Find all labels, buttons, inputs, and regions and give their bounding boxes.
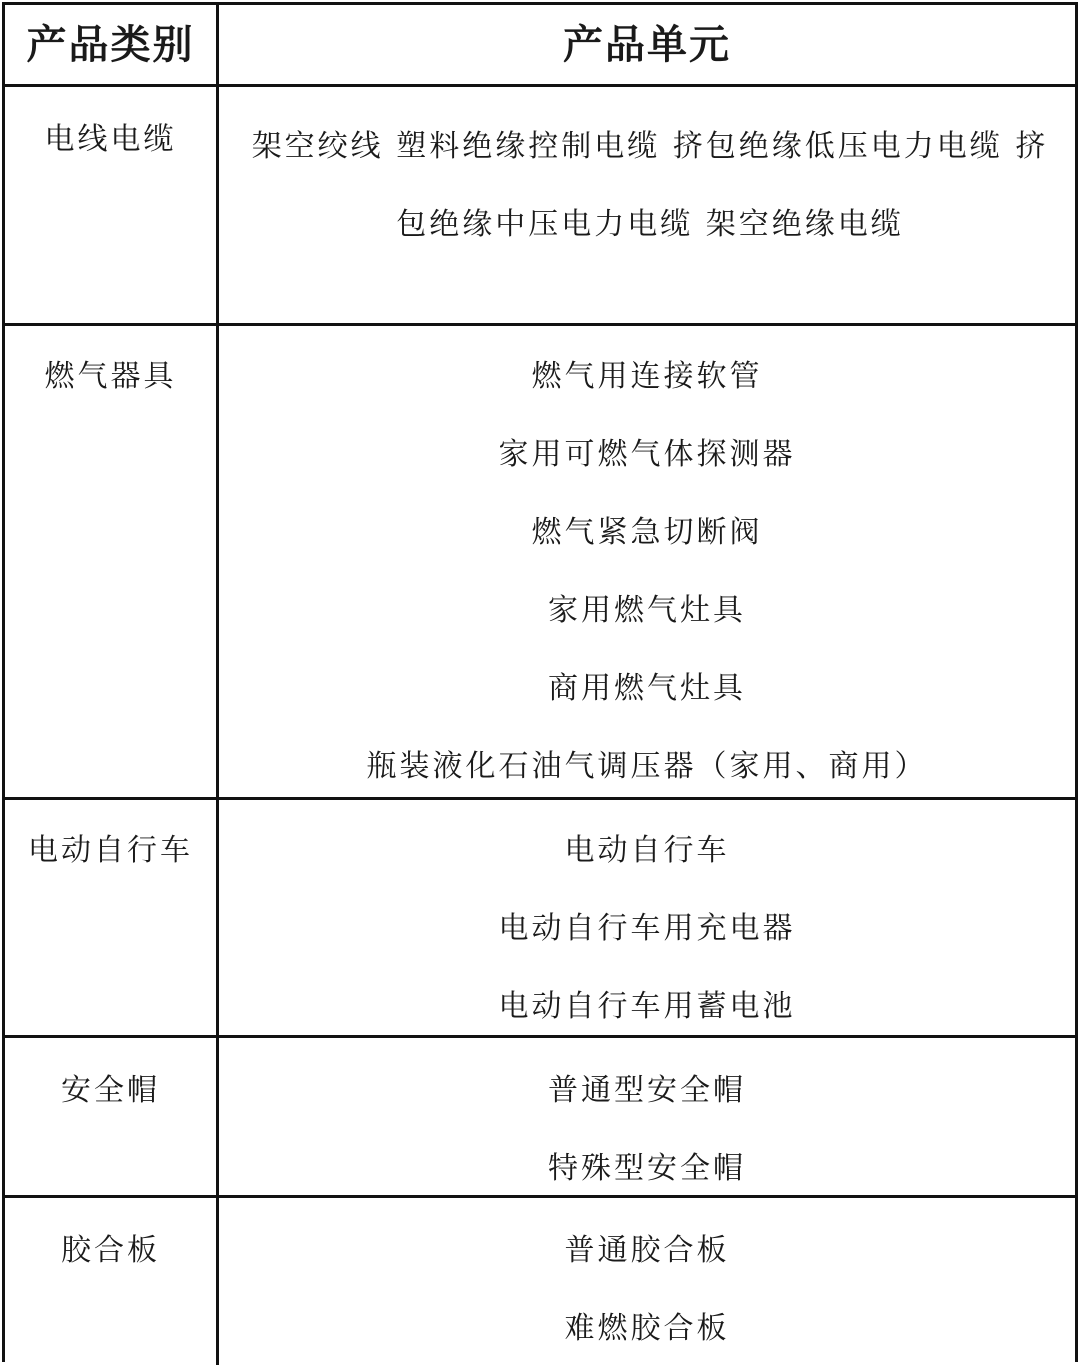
units-cell <box>219 812 1075 1046</box>
unit-item: 电动自行车用蓄电池 <box>498 989 796 1024</box>
units-cell <box>219 338 1075 806</box>
unit-item: 电动自行车 <box>564 833 730 868</box>
units-cell <box>219 1212 1075 1368</box>
header-units: 产品单元 <box>563 22 731 68</box>
unit-item: 普通胶合板 <box>564 1233 730 1268</box>
table-row <box>5 1038 1075 1198</box>
units-cell <box>219 1052 1075 1208</box>
unit-item: 家用可燃气体探测器 <box>498 437 796 472</box>
unit-item: 瓶装液化石油气调压器（家用、商用） <box>366 749 928 784</box>
unit-item: 架空绞线 塑料绝缘控制电缆 挤包绝缘低压电力电缆 挤包绝缘中压电力电缆 架空绝缘电缆 <box>251 129 1049 242</box>
header-category: 产品类别 <box>26 22 195 68</box>
units-cell <box>219 108 1075 264</box>
table-header-row <box>5 5 1075 87</box>
category-cell: 燃气器具 <box>44 359 177 394</box>
category-cell: 电动自行车 <box>28 833 193 868</box>
table-row <box>5 326 1075 800</box>
unit-item: 燃气紧急切断阀 <box>531 515 763 550</box>
table-row <box>5 1198 1075 1365</box>
unit-item: 普通型安全帽 <box>548 1073 746 1108</box>
table-row <box>5 87 1075 326</box>
product-table <box>2 2 1078 1362</box>
unit-item: 特殊型安全帽 <box>548 1151 746 1186</box>
unit-item: 商用燃气灶具 <box>548 671 746 706</box>
table-row <box>5 800 1075 1038</box>
category-cell: 电线电缆 <box>44 122 177 157</box>
unit-item: 难燃胶合板 <box>564 1311 730 1346</box>
unit-item: 电动自行车用充电器 <box>498 911 796 946</box>
category-cell: 安全帽 <box>61 1073 160 1108</box>
unit-item: 燃气用连接软管 <box>531 359 763 394</box>
category-cell: 胶合板 <box>61 1233 160 1268</box>
unit-item: 家用燃气灶具 <box>548 593 746 628</box>
